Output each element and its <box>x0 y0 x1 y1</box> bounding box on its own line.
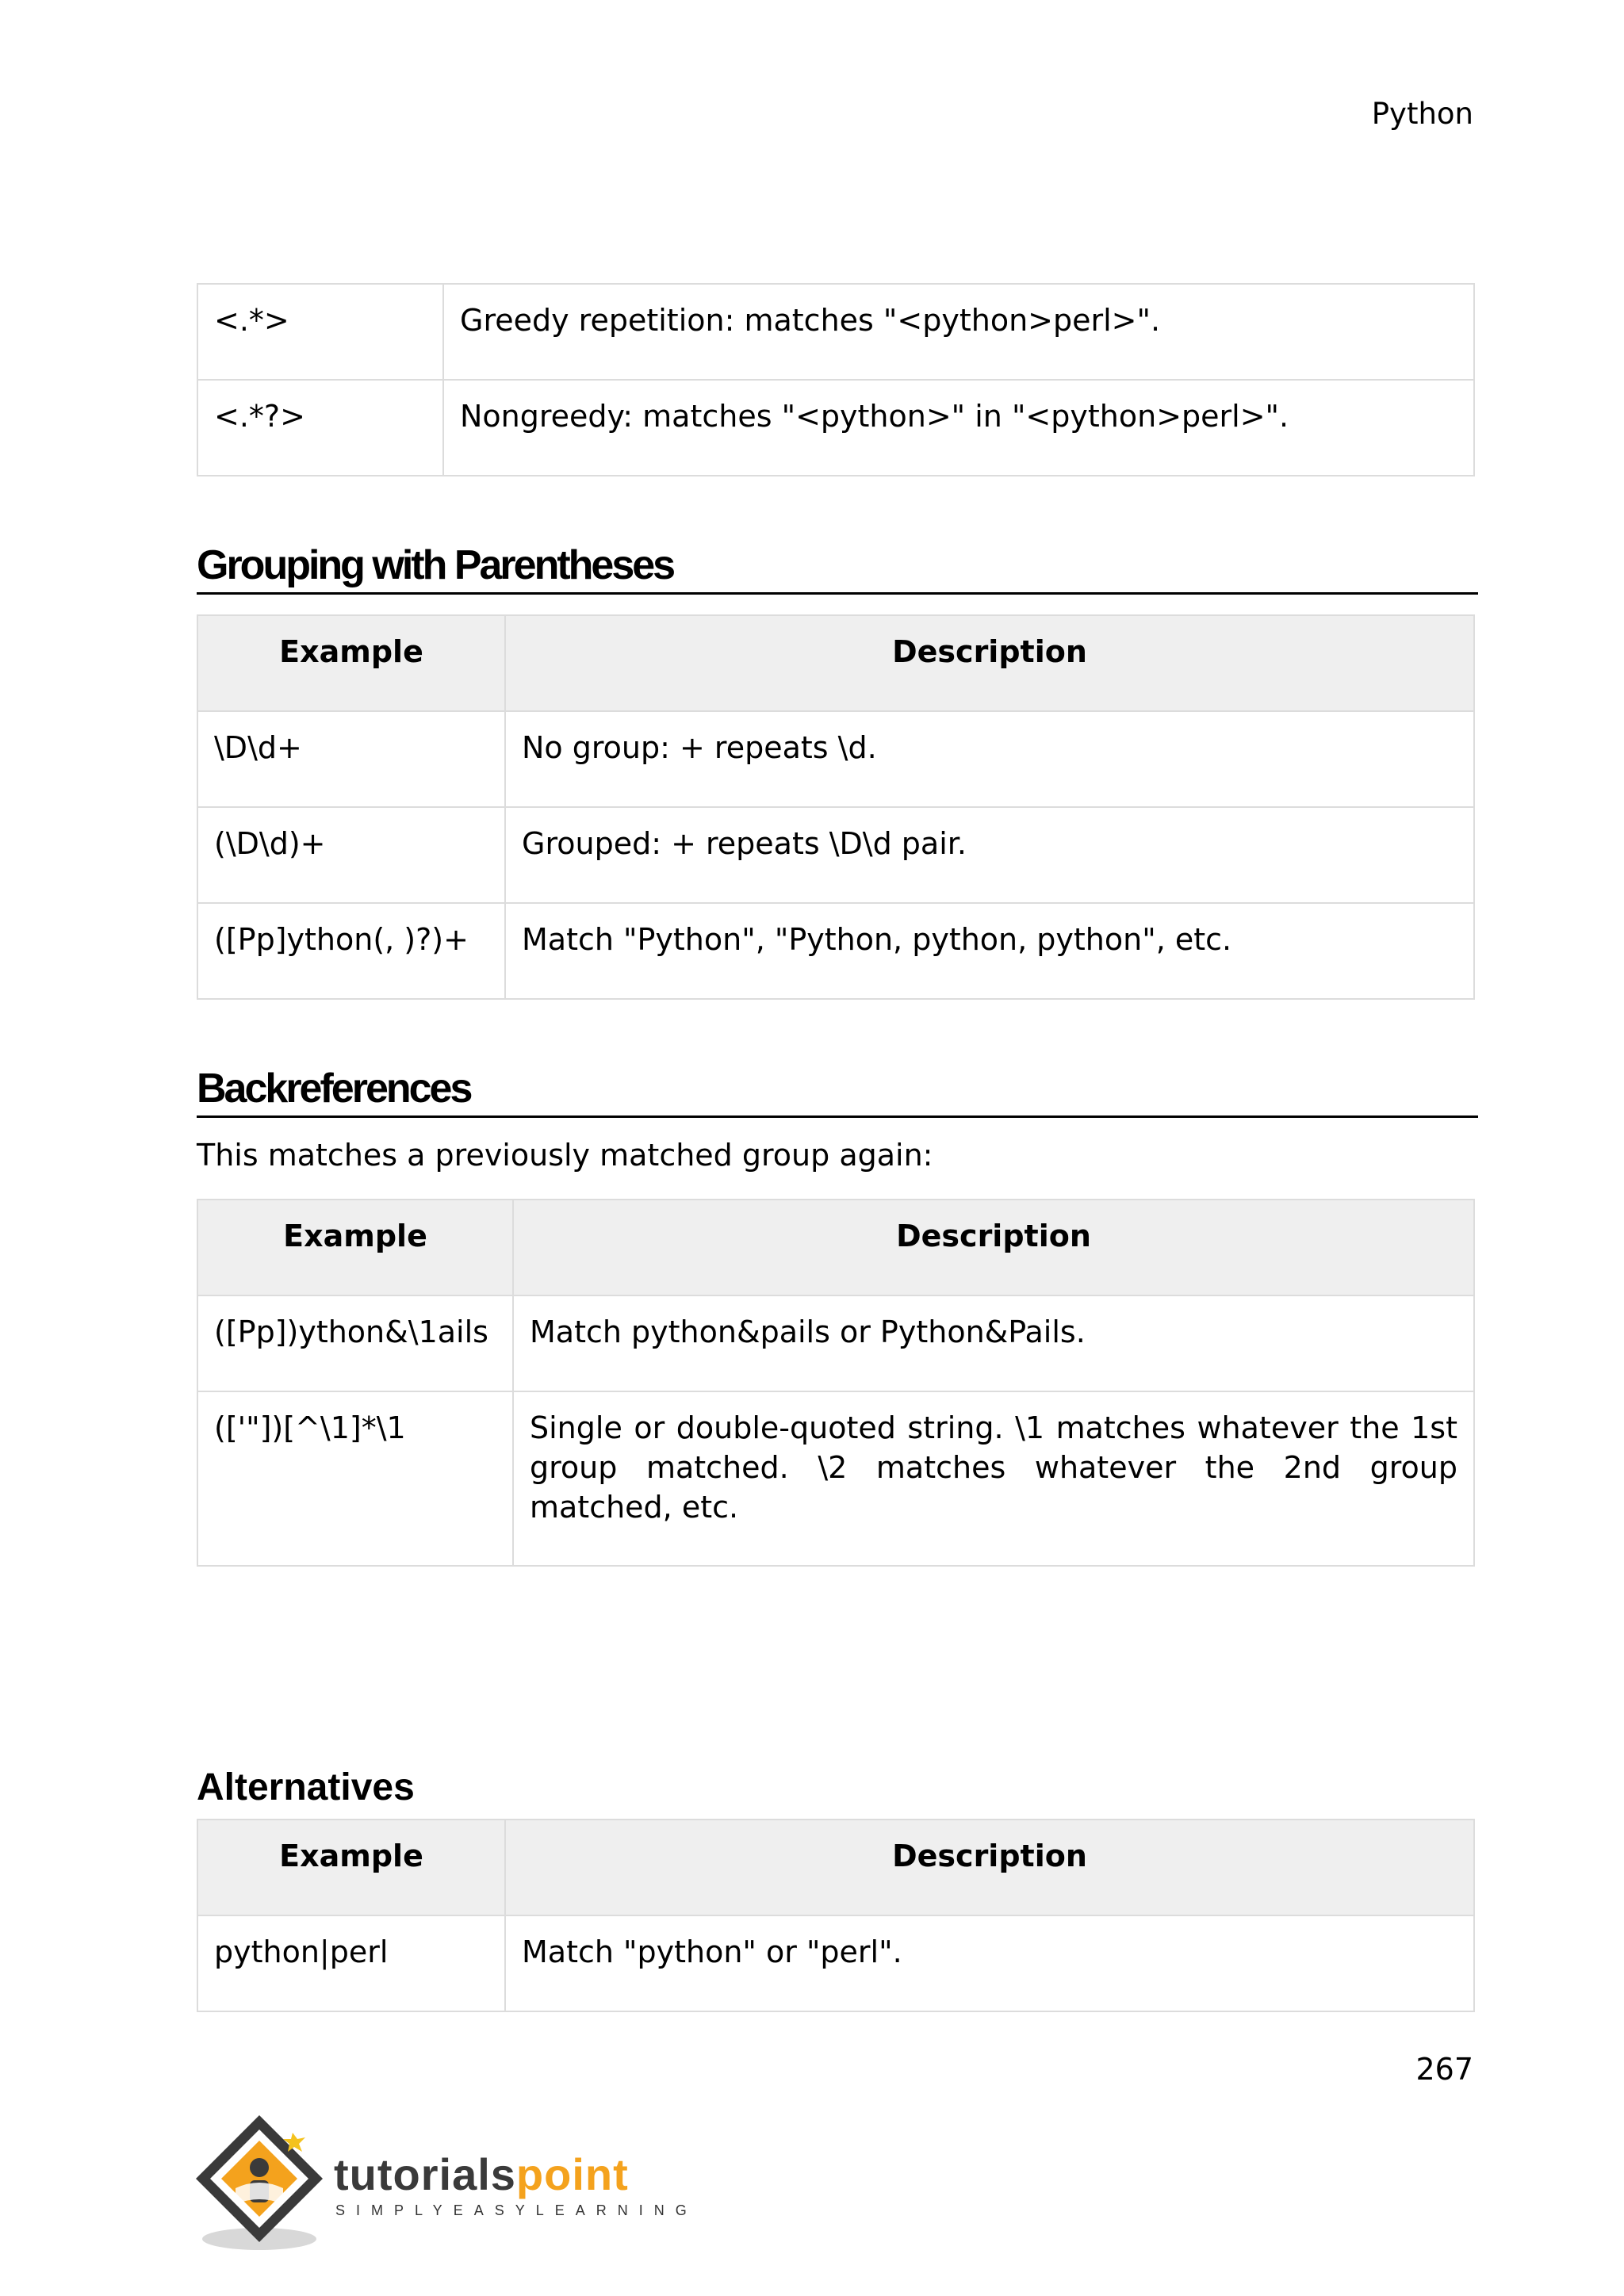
description-cell: Match "Python", "Python, python, python", etc. <box>505 903 1474 999</box>
table-header-row <box>197 615 1474 711</box>
column-header-description: Description <box>513 1200 1474 1295</box>
table-top <box>197 283 1475 476</box>
table-header-row <box>197 1200 1474 1295</box>
description-cell: Match python&pails or Python&Pails. <box>513 1295 1474 1391</box>
tutorialspoint-logo <box>194 2109 698 2260</box>
backreferences-intro: This matches a previously matched group again: <box>197 1138 933 1173</box>
section-heading-alternatives: Alternatives <box>197 1766 415 1808</box>
example-cell: python|perl <box>197 1915 505 2011</box>
logo-emblem-icon <box>194 2109 337 2260</box>
example-cell: <.*> <box>197 284 443 380</box>
example-cell: (\D\d)+ <box>197 807 505 903</box>
column-header-example: Example <box>197 1200 513 1295</box>
table-row <box>197 1391 1474 1566</box>
description-cell: Greedy repetition: matches "<python>perl>". <box>443 284 1474 380</box>
example-cell: ([Pp]ython(, )?)+ <box>197 903 505 999</box>
description-cell: Single or double-quoted string. \1 matches whatever the 1st group matched. \2 matches whatever the 2nd group matched, etc. <box>513 1391 1474 1566</box>
table-row <box>197 903 1474 999</box>
table-header-row <box>197 1820 1474 1915</box>
table-backreferences <box>197 1199 1475 1567</box>
logo-word-point: point <box>515 2149 629 2199</box>
example-cell: <.*?> <box>197 380 443 476</box>
description-cell: Grouped: + repeats \D\d pair. <box>505 807 1474 903</box>
column-header-example: Example <box>197 1820 505 1915</box>
running-header: Python <box>1371 97 1473 131</box>
page-number: 267 <box>1415 2052 1473 2087</box>
logo-wordmark <box>334 2149 629 2200</box>
table-row <box>197 1295 1474 1391</box>
example-cell: \D\d+ <box>197 711 505 807</box>
table-grouping <box>197 614 1475 1000</box>
table-row <box>197 711 1474 807</box>
logo-tagline: SIMPLYEASYLEARNING <box>335 2202 698 2218</box>
column-header-example: Example <box>197 615 505 711</box>
section-heading-backreferences: Backreferences <box>197 1065 1478 1118</box>
table-row <box>197 380 1474 476</box>
table-row <box>197 807 1474 903</box>
table-alternatives <box>197 1819 1475 2012</box>
description-cell: Nongreedy: matches "<python>" in "<python>perl>". <box>443 380 1474 476</box>
section-heading-grouping: Grouping with Parentheses <box>197 541 1478 595</box>
example-cell: (['"])[^\1]*\1 <box>197 1391 513 1566</box>
column-header-description: Description <box>505 615 1474 711</box>
table-row <box>197 1915 1474 2011</box>
description-cell: Match "python" or "perl". <box>505 1915 1474 2011</box>
table-row <box>197 284 1474 380</box>
description-cell: No group: + repeats \d. <box>505 711 1474 807</box>
logo-word-tutorials: tutorials <box>334 2149 516 2199</box>
example-cell: ([Pp])ython&\1ails <box>197 1295 513 1391</box>
column-header-description: Description <box>505 1820 1474 1915</box>
